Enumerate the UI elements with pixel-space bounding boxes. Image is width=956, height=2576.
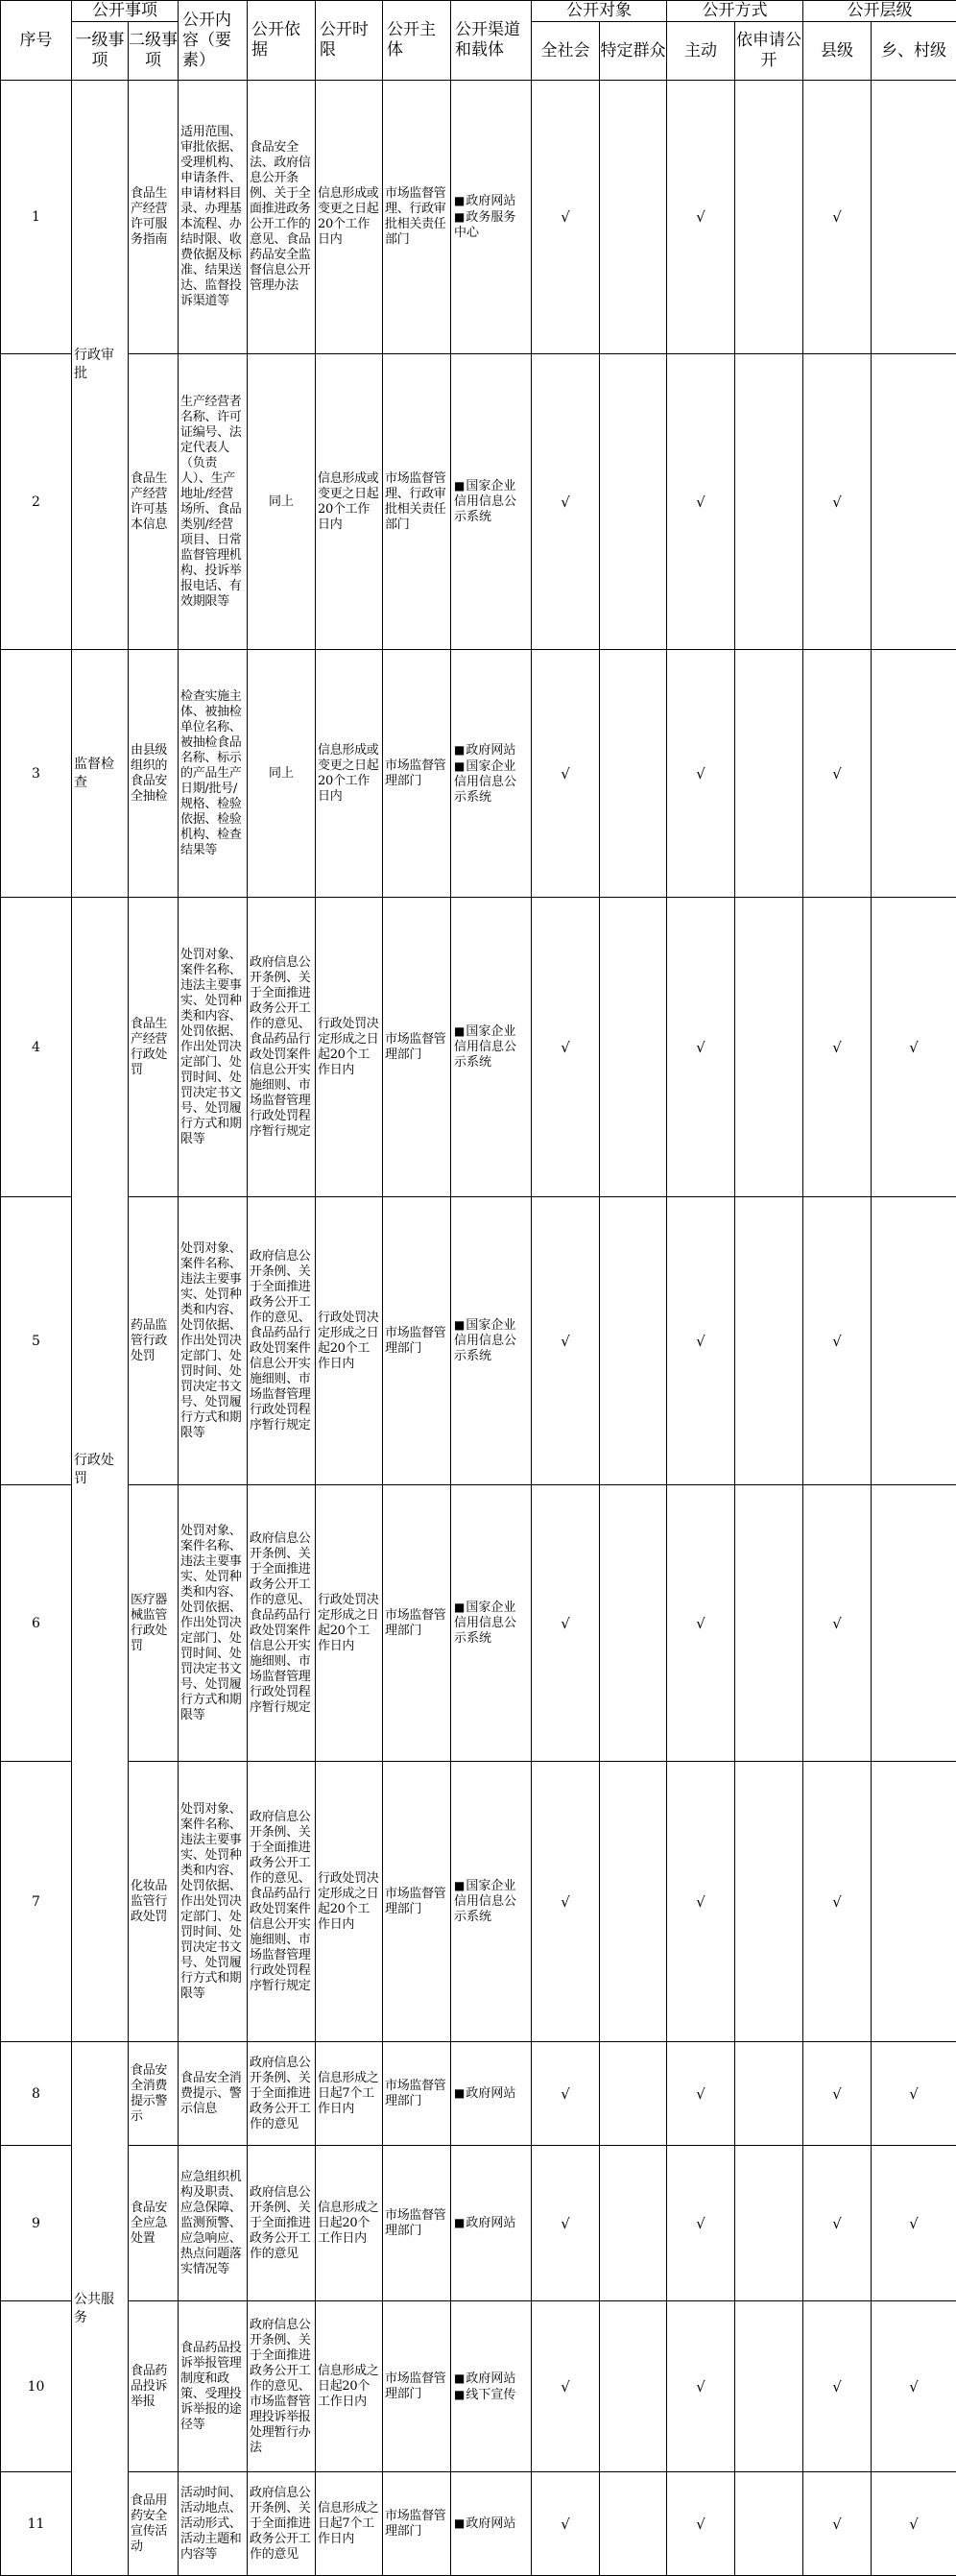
level-village-check xyxy=(872,1485,956,1762)
square-bullet-icon: ■ xyxy=(454,2387,466,2401)
square-bullet-icon: ■ xyxy=(454,1601,466,1614)
deadline-cell: 行政处罚决定形成之日起20个工作日内 xyxy=(316,1197,383,1485)
seq-cell: 9 xyxy=(1,2146,72,2301)
deadline-cell: 信息形成之日起20个工作日内 xyxy=(316,2301,383,2472)
channel-item xyxy=(454,193,528,209)
level-village-check xyxy=(872,354,956,650)
object-specific-check xyxy=(600,354,667,650)
table-row xyxy=(1,2301,956,2472)
method-request-check xyxy=(735,898,803,1197)
object-specific-check xyxy=(600,898,667,1197)
item-cell: 化妆品监管行政处罚 xyxy=(129,1762,179,2042)
object-all-check: √ xyxy=(532,81,600,354)
method-active-check: √ xyxy=(667,1485,735,1762)
subject-cell: 市场监督管理部门 xyxy=(383,898,451,1197)
header-level2: 二级事项 xyxy=(129,22,179,81)
square-bullet-icon: ■ xyxy=(454,1879,466,1892)
method-request-check xyxy=(735,354,803,650)
object-all-check: √ xyxy=(532,650,600,898)
square-bullet-icon: ■ xyxy=(454,1318,466,1332)
subject-cell: 市场监督管理部门 xyxy=(383,2146,451,2301)
basis-cell: 政府信息公开条例、关于全面推进政务公开工作的意见 xyxy=(248,2472,316,2576)
square-bullet-icon: ■ xyxy=(454,742,466,757)
object-specific-check xyxy=(600,650,667,898)
method-request-check xyxy=(735,2042,803,2146)
channel-label: 国家企业信用信息公示系统 xyxy=(454,479,517,524)
channel-label: 政府网站 xyxy=(466,2086,516,2101)
object-all-check: √ xyxy=(532,898,600,1197)
level-county-check: √ xyxy=(803,2472,872,2576)
method-active-check: √ xyxy=(667,898,735,1197)
square-bullet-icon: ■ xyxy=(454,194,466,207)
basis-cell: 同上 xyxy=(248,354,316,650)
channel-cell xyxy=(451,1485,532,1762)
content-cell: 处罚对象、案件名称、违法主要事实、处罚种类和内容、处罚依据、作出处罚决定部门、处罚时间、处罚决定书文号、处罚履行方式和期限等 xyxy=(179,1197,248,1485)
basis-cell: 食品安全法、政府信息公开条例、关于全面推进政务公开工作的意见、食品药品安全监督信息公开管理办法 xyxy=(248,81,316,354)
method-request-check xyxy=(735,2146,803,2301)
channel-cell xyxy=(451,2472,532,2576)
method-request-check xyxy=(735,81,803,354)
subject-cell: 市场监督管理、行政审批相关责任部门 xyxy=(383,81,451,354)
channel-item xyxy=(454,2215,528,2231)
object-specific-check xyxy=(600,2472,667,2576)
table-row xyxy=(1,2472,956,2576)
content-cell: 处罚对象、案件名称、违法主要事实、处罚种类和内容、处罚依据、作出处罚决定部门、处罚时间、处罚决定书文号、处罚履行方式和期限等 xyxy=(179,898,248,1197)
square-bullet-icon: ■ xyxy=(454,2371,466,2385)
header-level-county: 县级 xyxy=(803,22,872,81)
item-cell: 由县级组织的食品安全抽检 xyxy=(129,650,179,898)
object-specific-check xyxy=(600,2042,667,2146)
method-request-check xyxy=(735,650,803,898)
header-object-all: 全社会 xyxy=(532,22,600,81)
channel-cell xyxy=(451,354,532,650)
channel-item xyxy=(454,2516,528,2532)
basis-cell: 政府信息公开条例、关于全面推进政务公开工作的意见、食品药品行政处罚案件信息公开实施细则、市场监督管理行政处罚程序暂行规定 xyxy=(248,1197,316,1485)
category-cell: 行政审批 xyxy=(72,81,129,650)
channel-item xyxy=(454,1023,528,1071)
object-specific-check xyxy=(600,2146,667,2301)
channel-cell xyxy=(451,650,532,898)
seq-cell: 4 xyxy=(1,898,72,1197)
content-cell: 食品药品投诉举报管理制度和政策、受理投诉举报的途径等 xyxy=(179,2301,248,2472)
channel-label: 国家企业信用信息公示系统 xyxy=(454,1024,517,1070)
basis-cell: 政府信息公开条例、关于全面推进政务公开工作的意见、食品药品行政处罚案件信息公开实施细则、市场监督管理行政处罚程序暂行规定 xyxy=(248,1485,316,1762)
method-active-check: √ xyxy=(667,81,735,354)
table-row xyxy=(1,81,956,354)
item-cell: 食品生产经营行政处罚 xyxy=(129,898,179,1197)
seq-cell: 3 xyxy=(1,650,72,898)
deadline-cell: 信息形成或变更之日起20个工作日内 xyxy=(316,354,383,650)
header-method-request: 依申请公开 xyxy=(735,22,803,81)
content-cell: 适用范围、审批依据、受理机构、申请条件、申请材料目录、办理基本流程、办结时限、收费依据及标准、结果送达、监督投诉渠道等 xyxy=(179,81,248,354)
channel-label: 线下宣传 xyxy=(466,2387,516,2402)
method-active-check: √ xyxy=(667,354,735,650)
object-specific-check xyxy=(600,81,667,354)
channel-cell xyxy=(451,2146,532,2301)
level-village-check xyxy=(872,81,956,354)
header-seq: 序号 xyxy=(1,1,72,81)
table-row xyxy=(1,2146,956,2301)
method-request-check xyxy=(735,1762,803,2042)
object-all-check: √ xyxy=(532,2146,600,2301)
method-request-check xyxy=(735,1197,803,1485)
channel-label: 政府网站 xyxy=(466,2371,516,2386)
channel-label: 国家企业信用信息公示系统 xyxy=(454,758,517,805)
channel-cell xyxy=(451,898,532,1197)
channel-label: 国家企业信用信息公示系统 xyxy=(454,1879,517,1924)
channel-label: 国家企业信用信息公示系统 xyxy=(454,1601,517,1646)
level-village-check: √ xyxy=(872,2042,956,2146)
channel-label: 政务服务中心 xyxy=(454,210,516,240)
basis-cell: 政府信息公开条例、关于全面推进政务公开工作的意见、食品药品行政处罚案件信息公开实施细则、市场监督管理行政处罚程序暂行规定 xyxy=(248,898,316,1197)
object-specific-check xyxy=(600,1197,667,1485)
square-bullet-icon: ■ xyxy=(454,2086,466,2100)
seq-cell: 2 xyxy=(1,354,72,650)
channel-item xyxy=(454,758,528,806)
content-cell: 应急组织机构及职责、应急保障、监测预警、应急响应、热点问题落实情况等 xyxy=(179,2146,248,2301)
item-cell: 食品生产经营许可基本信息 xyxy=(129,354,179,650)
object-all-check: √ xyxy=(532,2042,600,2146)
channel-item xyxy=(454,2085,528,2102)
method-request-check xyxy=(735,2301,803,2472)
object-all-check: √ xyxy=(532,2301,600,2472)
deadline-cell: 信息形成之日起7个工作日内 xyxy=(316,2472,383,2576)
channel-item xyxy=(454,209,528,241)
channel-item xyxy=(454,1600,528,1647)
header-subject: 公开主体 xyxy=(383,1,451,81)
table-row xyxy=(1,1762,956,2042)
subject-cell: 市场监督管理部门 xyxy=(383,2042,451,2146)
level-county-check: √ xyxy=(803,2146,872,2301)
seq-cell: 6 xyxy=(1,1485,72,1762)
header-level-village: 乡、村级 xyxy=(872,22,956,81)
basis-cell: 政府信息公开条例、关于全面推进政务公开工作的意见 xyxy=(248,2042,316,2146)
header-content: 公开内容（要素） xyxy=(179,1,248,81)
level-county-check: √ xyxy=(803,898,872,1197)
square-bullet-icon: ■ xyxy=(454,2216,466,2229)
level-county-check: √ xyxy=(803,354,872,650)
channel-item xyxy=(454,1317,528,1364)
basis-cell: 政府信息公开条例、关于全面推进政务公开工作的意见、食品药品行政处罚案件信息公开实施细则、市场监督管理行政处罚程序暂行规定 xyxy=(248,1762,316,2042)
header-level1: 一级事项 xyxy=(72,22,129,81)
channel-item xyxy=(454,742,528,758)
square-bullet-icon: ■ xyxy=(454,210,466,224)
object-all-check: √ xyxy=(532,1762,600,2042)
square-bullet-icon: ■ xyxy=(454,758,466,773)
deadline-cell: 行政处罚决定形成之日起20个工作日内 xyxy=(316,1485,383,1762)
subject-cell: 市场监督管理部门 xyxy=(383,1197,451,1485)
level-village-check xyxy=(872,1762,956,2042)
table-row xyxy=(1,1197,956,1485)
content-cell: 处罚对象、案件名称、违法主要事实、处罚种类和内容、处罚依据、作出处罚决定部门、处罚时间、处罚决定书文号、处罚履行方式和期限等 xyxy=(179,1485,248,1762)
level-village-check: √ xyxy=(872,2472,956,2576)
level-county-check: √ xyxy=(803,2301,872,2472)
channel-label: 政府网站 xyxy=(466,2516,516,2531)
item-cell: 食品用药安全宣传活动 xyxy=(129,2472,179,2576)
level-county-check: √ xyxy=(803,1197,872,1485)
content-cell: 检查实施主体、被抽检单位名称、被抽检食品名称、标示的产品生产日期/批号/规格、检验依据、检验机构、检查结果等 xyxy=(179,650,248,898)
subject-cell: 市场监督管理、行政审批相关责任部门 xyxy=(383,354,451,650)
method-active-check: √ xyxy=(667,1762,735,2042)
channel-item xyxy=(454,478,528,525)
header-object: 公开对象 xyxy=(532,1,667,22)
channel-cell xyxy=(451,2301,532,2472)
header-method-active: 主动 xyxy=(667,22,735,81)
object-specific-check xyxy=(600,1485,667,1762)
square-bullet-icon: ■ xyxy=(454,2516,466,2530)
deadline-cell: 信息形成之日起20个工作日内 xyxy=(316,2146,383,2301)
item-cell: 食品药品投诉举报 xyxy=(129,2301,179,2472)
level-village-check: √ xyxy=(872,2301,956,2472)
method-request-check xyxy=(735,2472,803,2576)
channel-cell xyxy=(451,2042,532,2146)
level-county-check: √ xyxy=(803,1762,872,2042)
table-row xyxy=(1,1485,956,1762)
level-county-check: √ xyxy=(803,650,872,898)
channel-label: 政府网站 xyxy=(466,194,516,208)
object-all-check: √ xyxy=(532,2472,600,2576)
content-cell: 活动时间、活动地点、活动形式、活动主题和内容等 xyxy=(179,2472,248,2576)
header-matter: 公开事项 xyxy=(72,1,179,22)
method-request-check xyxy=(735,1485,803,1762)
category-cell: 公共服务 xyxy=(72,2042,129,2576)
square-bullet-icon: ■ xyxy=(454,479,466,493)
level-village-check xyxy=(872,1197,956,1485)
level-village-check: √ xyxy=(872,898,956,1197)
method-active-check: √ xyxy=(667,1197,735,1485)
header-object-specific: 特定群众 xyxy=(600,22,667,81)
channel-label: 国家企业信用信息公示系统 xyxy=(454,1318,517,1363)
deadline-cell: 行政处罚决定形成之日起20个工作日内 xyxy=(316,1762,383,2042)
subject-cell: 市场监督管理部门 xyxy=(383,1485,451,1762)
header-basis: 公开依据 xyxy=(248,1,316,81)
table-row xyxy=(1,2042,956,2146)
content-cell: 生产经营者名称、许可证编号、法定代表人（负责人）、生产地址/经营场所、食品类别/经营项目、日常监督管理机构、投诉举报电话、有效期限等 xyxy=(179,354,248,650)
object-all-check: √ xyxy=(532,1197,600,1485)
category-cell: 行政处罚 xyxy=(72,898,129,2042)
object-specific-check xyxy=(600,2301,667,2472)
channel-cell xyxy=(451,81,532,354)
basis-cell: 政府信息公开条例、关于全面推进政务公开工作的意见 xyxy=(248,2146,316,2301)
method-active-check: √ xyxy=(667,2301,735,2472)
subject-cell: 市场监督管理部门 xyxy=(383,2301,451,2472)
deadline-cell: 信息形成或变更之日起20个工作日内 xyxy=(316,650,383,898)
subject-cell: 市场监督管理部门 xyxy=(383,650,451,898)
table-row xyxy=(1,650,956,898)
basis-cell: 政府信息公开条例、关于全面推进政务公开工作的意见、市场监督管理投诉举报处理暂行办法 xyxy=(248,2301,316,2472)
subject-cell: 市场监督管理部门 xyxy=(383,2472,451,2576)
item-cell: 食品安全应急处置 xyxy=(129,2146,179,2301)
item-cell: 医疗器械监管行政处罚 xyxy=(129,1485,179,1762)
table-row xyxy=(1,898,956,1197)
basis-cell: 同上 xyxy=(248,650,316,898)
channel-item xyxy=(454,1878,528,1925)
subject-cell: 市场监督管理部门 xyxy=(383,1762,451,2042)
seq-cell: 1 xyxy=(1,81,72,354)
deadline-cell: 行政处罚决定形成之日起20个工作日内 xyxy=(316,898,383,1197)
header-level: 公开层级 xyxy=(803,1,956,22)
channel-label: 政府网站 xyxy=(466,2216,516,2230)
level-county-check: √ xyxy=(803,81,872,354)
channel-cell xyxy=(451,1762,532,2042)
level-village-check: √ xyxy=(872,2146,956,2301)
item-cell: 食品生产经营许可服务指南 xyxy=(129,81,179,354)
seq-cell: 11 xyxy=(1,2472,72,2576)
object-all-check: √ xyxy=(532,1485,600,1762)
level-county-check: √ xyxy=(803,2042,872,2146)
category-cell: 监督检查 xyxy=(72,650,129,898)
table-row xyxy=(1,354,956,650)
item-cell: 药品监管行政处罚 xyxy=(129,1197,179,1485)
header-deadline: 公开时限 xyxy=(316,1,383,81)
seq-cell: 5 xyxy=(1,1197,72,1485)
channel-item xyxy=(454,2371,528,2387)
header-method: 公开方式 xyxy=(667,1,803,22)
seq-cell: 7 xyxy=(1,1762,72,2042)
seq-cell: 8 xyxy=(1,2042,72,2146)
square-bullet-icon: ■ xyxy=(454,1024,466,1038)
channel-label: 政府网站 xyxy=(466,742,516,758)
deadline-cell: 信息形成或变更之日起20个工作日内 xyxy=(316,81,383,354)
level-village-check xyxy=(872,650,956,898)
method-active-check: √ xyxy=(667,2042,735,2146)
object-specific-check xyxy=(600,1762,667,2042)
deadline-cell: 信息形成之日起7个工作日内 xyxy=(316,2042,383,2146)
header-channel: 公开渠道和载体 xyxy=(451,1,532,81)
item-cell: 食品安全消费提示警示 xyxy=(129,2042,179,2146)
channel-cell xyxy=(451,1197,532,1485)
seq-cell: 10 xyxy=(1,2301,72,2472)
method-active-check: √ xyxy=(667,2146,735,2301)
level-county-check: √ xyxy=(803,1485,872,1762)
method-active-check: √ xyxy=(667,2472,735,2576)
channel-item xyxy=(454,2387,528,2403)
content-cell: 处罚对象、案件名称、违法主要事实、处罚种类和内容、处罚依据、作出处罚决定部门、处罚时间、处罚决定书文号、处罚履行方式和期限等 xyxy=(179,1762,248,2042)
method-active-check: √ xyxy=(667,650,735,898)
content-cell: 食品安全消费提示、警示信息 xyxy=(179,2042,248,2146)
object-all-check: √ xyxy=(532,354,600,650)
